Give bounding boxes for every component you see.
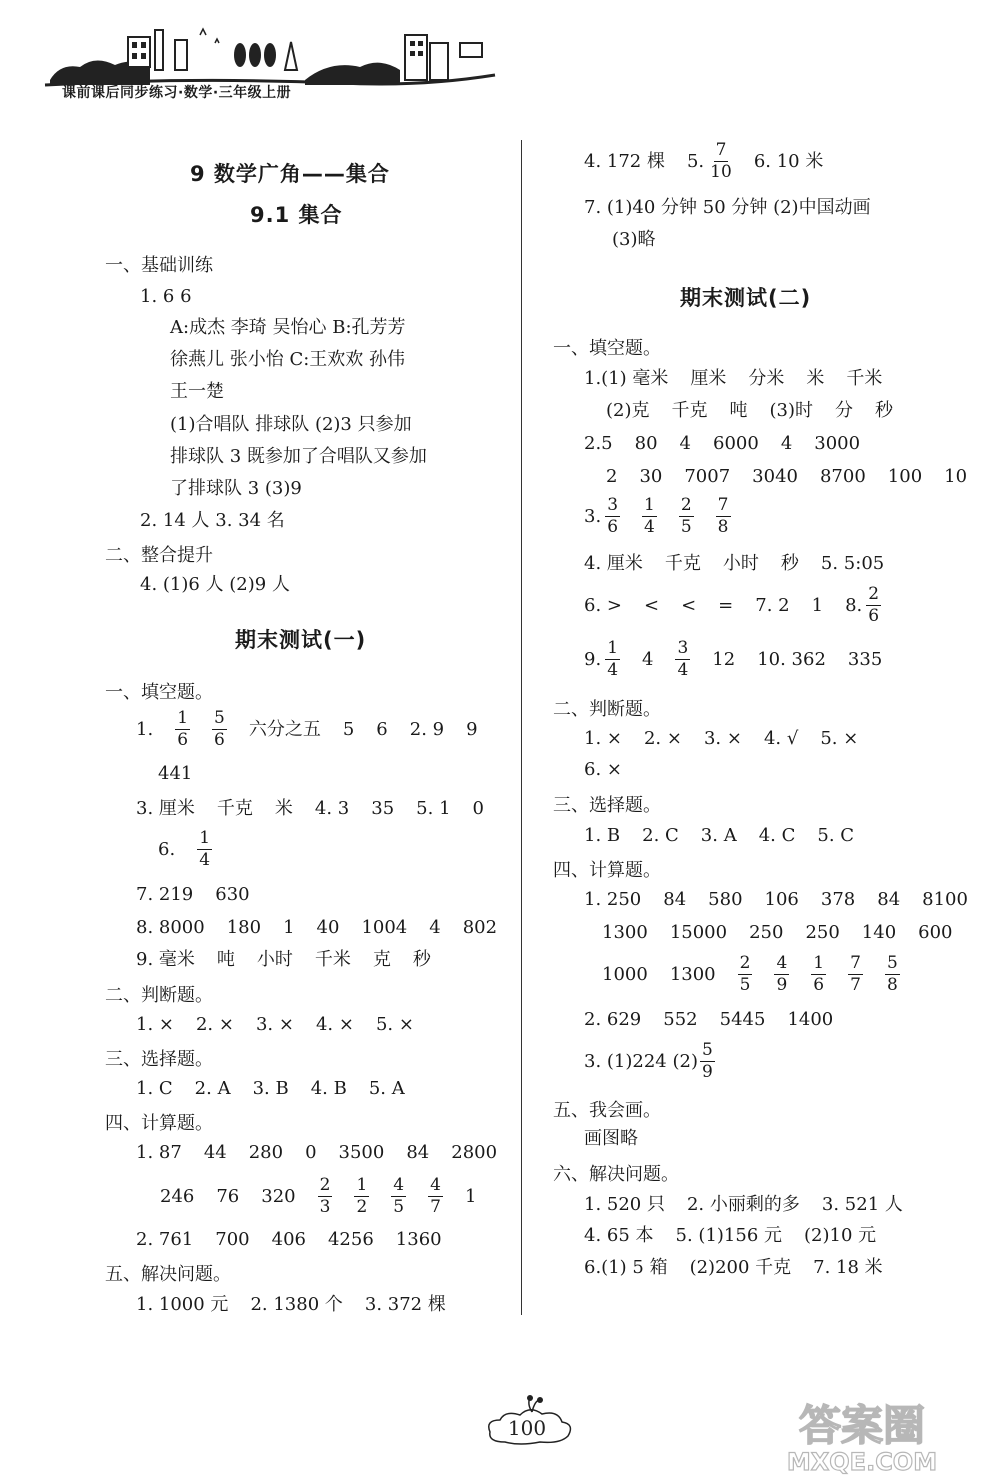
exam2-section-judge: 二、判断题。 xyxy=(553,699,661,720)
answer-line: 1. B 2. C 3. A 4. C 5. C xyxy=(584,825,855,846)
answer-line: 1. × 2. × 3. × 4. √ 5. × xyxy=(584,728,859,749)
answer-line: 2. 14 人 3. 34 名 xyxy=(140,510,285,531)
answer-line: A:成杰 李琦 吴怡心 B:孔芳芳 xyxy=(170,317,406,338)
svg-text:MXQE.COM: MXQE.COM xyxy=(786,1448,938,1475)
answer-line: 1. × 2. × 3. × 4. × 5. × xyxy=(136,1014,414,1035)
answer-line: 441 xyxy=(158,763,193,784)
answer-line: 1. C 2. A 3. B 4. B 5. A xyxy=(136,1078,405,1099)
answer-line: 1. 6 6 xyxy=(140,286,192,307)
answer-line-fractions: 1000 1300 $\frac{2}{5}$ $\frac{4}{9}$ $\frac{1}{6}$ $\frac{7}{7}$ $\frac{5}{8}$ xyxy=(602,953,898,995)
answer-line-fractions: 246 76 320 $\frac{2}{3}$ $\frac{1}{2}$ $\frac{4}{5}$ $\frac{4}{7}$ 1 xyxy=(160,1175,477,1217)
fraction: $\frac{1}{4}$ xyxy=(607,638,619,680)
answer-line-fractions: 3. $\frac{3}{6}$ $\frac{1}{4}$ $\frac{2}{5}$ $\frac{7}{8}$ xyxy=(584,495,729,537)
answer-line: 6. × xyxy=(584,759,622,780)
answer-line-fractions: 6. > < < = 7. 2 1 8. $\frac{2}{6}$ xyxy=(584,584,880,626)
section-integration: 二、整合提升 xyxy=(105,545,213,566)
page-number-cloud xyxy=(480,1390,580,1450)
exam1-section-calc: 四、计算题。 xyxy=(105,1113,213,1134)
answer-line: 了排球队 3 (3)9 xyxy=(170,478,302,499)
chapter-title: 9 数学广角——集合 xyxy=(190,162,390,186)
answer-line: 1. 520 只 2. 小丽剩的多 3. 521 人 xyxy=(584,1194,903,1215)
exam2-section-choice: 三、选择题。 xyxy=(553,795,661,816)
exam1-section-choice: 三、选择题。 xyxy=(105,1049,213,1070)
answer-line: (1)合唱队 排球队 (2)3 只参加 xyxy=(170,414,412,435)
answer-line-fractions: 4. 172 棵 5. $\frac{7}{10}$ 6. 10 米 xyxy=(584,140,824,182)
answer-line: 8. 8000 180 1 40 1004 4 802 xyxy=(136,917,498,938)
fraction: $\frac{1}{4}$ xyxy=(644,495,655,537)
answer-line: 4. 厘米 千克 小时 秒 5. 5:05 xyxy=(584,553,885,574)
answer-line: 9. 毫米 吨 小时 千米 克 秒 xyxy=(136,949,431,970)
fraction: $\frac{2}{5}$ xyxy=(739,953,751,995)
answer-line: 1. 250 84 580 106 378 84 8100 xyxy=(584,889,968,910)
page-number: 100 xyxy=(507,1416,547,1440)
answer-line: 2. 761 700 406 4256 1360 xyxy=(136,1229,442,1250)
answer-line: 画图略 xyxy=(584,1128,638,1149)
header-subtitle: 课前课后同步练习·数学·三年级上册 xyxy=(62,85,292,101)
answer-line: 7. (1)40 分钟 50 分钟 (2)中国动画 xyxy=(584,197,871,218)
answer-line: (2)克 千克 吨 (3)时 分 秒 xyxy=(606,400,893,421)
fraction: $\frac{3}{6}$ xyxy=(607,495,619,537)
exam2-section-solve: 六、解决问题。 xyxy=(553,1164,679,1185)
answer-line: 1. 1000 元 2. 1380 个 3. 372 棵 xyxy=(136,1294,446,1315)
fraction: $\frac{4}{9}$ xyxy=(776,953,788,995)
fraction: $\frac{7}{10}$ xyxy=(710,140,732,182)
fraction: $\frac{1}{6}$ xyxy=(177,708,189,750)
answer-line: 2. 629 552 5445 1400 xyxy=(584,1009,834,1030)
svg-text:答案圈: 答案圈 xyxy=(798,1401,926,1450)
answer-line-fractions: 3. (1)224 (2) $\frac{5}{9}$ xyxy=(584,1040,713,1082)
exam2-section-fill: 一、填空题。 xyxy=(553,338,661,359)
answer-line-fractions: 1. $\frac{1}{6}$ $\frac{5}{6}$ 六分之五 5 6 2. 9 9 xyxy=(136,708,478,750)
answer-line: 2 30 7007 3040 8700 100 10 xyxy=(606,466,968,487)
answer-line: 3. 厘米 千克 米 4. 3 35 5. 1 0 xyxy=(136,798,484,819)
fraction: $\frac{5}{6}$ xyxy=(214,708,225,750)
section-title: 9.1 集合 xyxy=(250,203,343,227)
fraction: $\frac{1}{4}$ xyxy=(199,828,211,870)
fraction: $\frac{2}{6}$ xyxy=(868,584,880,626)
exam2-section-draw: 五、我会画。 xyxy=(553,1100,661,1121)
fraction: $\frac{2}{3}$ xyxy=(319,1175,331,1217)
exam1-section-fill: 一、填空题。 xyxy=(105,682,213,703)
answer-line: 6.(1) 5 箱 (2)200 千克 7. 18 米 xyxy=(584,1257,883,1278)
fraction: $\frac{5}{8}$ xyxy=(886,953,898,995)
fraction: $\frac{4}{5}$ xyxy=(393,1175,405,1217)
answer-line: 排球队 3 既参加了合唱队又参加 xyxy=(170,446,427,467)
item-number: 1. xyxy=(136,718,154,740)
fraction: $\frac{7}{8}$ xyxy=(717,495,729,537)
fraction: $\frac{2}{5}$ xyxy=(680,495,692,537)
answer-line-fractions: 9. $\frac{1}{4}$ 4 $\frac{3}{4}$ 12 10. 362 335 xyxy=(584,638,883,680)
answer-line: 1300 15000 250 250 140 600 xyxy=(602,922,953,943)
column-divider xyxy=(521,140,522,1315)
exam1-section-solve: 五、解决问题。 xyxy=(105,1264,231,1285)
answer-line: 7. 219 630 xyxy=(136,884,250,905)
watermark-logo xyxy=(742,1395,982,1475)
fraction: $\frac{3}{4}$ xyxy=(677,638,689,680)
answer-line: 1. 87 44 280 0 3500 84 2800 xyxy=(136,1142,498,1163)
fraction: $\frac{7}{7}$ xyxy=(850,953,861,995)
answer-line: (3)略 xyxy=(612,229,656,250)
fraction: $\frac{4}{7}$ xyxy=(430,1175,441,1217)
answer-line: 4. 65 本 5. (1)156 元 (2)10 元 xyxy=(584,1225,877,1246)
fraction: $\frac{1}{6}$ xyxy=(813,953,825,995)
fraction: $\frac{5}{9}$ xyxy=(701,1040,713,1082)
exam1-title: 期末测试(一) xyxy=(235,628,367,652)
section-basic-training: 一、基础训练 xyxy=(105,255,213,276)
answer-line: 4. (1)6 人 (2)9 人 xyxy=(140,574,290,595)
exam1-section-judge: 二、判断题。 xyxy=(105,985,213,1006)
answer-line: 徐燕儿 张小怡 C:王欢欢 孙伟 xyxy=(170,349,406,370)
fraction: $\frac{1}{2}$ xyxy=(356,1175,368,1217)
answer-line: 1.(1) 毫米 厘米 分米 米 千米 xyxy=(584,368,883,389)
exam2-title: 期末测试(二) xyxy=(680,286,812,310)
answer-line-fractions: 6. $\frac{1}{4}$ xyxy=(158,828,211,870)
exam2-section-calc: 四、计算题。 xyxy=(553,860,661,881)
answer-line: 2.5 80 4 6000 4 3000 xyxy=(584,433,861,454)
answer-line: 王一楚 xyxy=(170,381,224,402)
